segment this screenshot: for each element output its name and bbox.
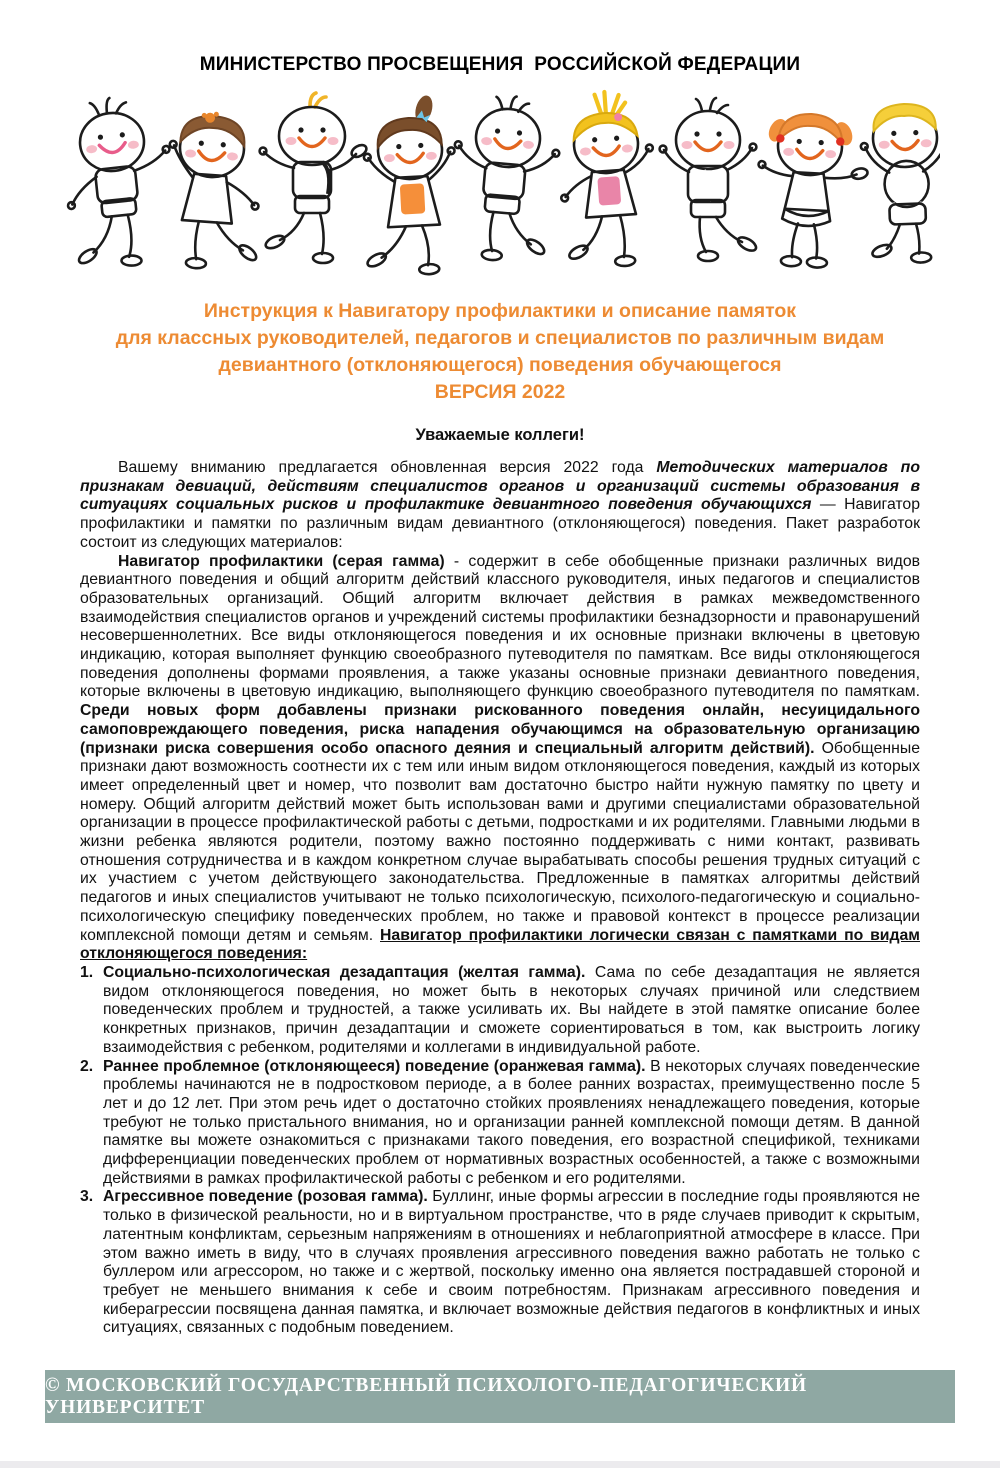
text-run: Агрессивное поведение (розовая гамма). bbox=[103, 1188, 428, 1206]
ministry-header-title: МИНИСТЕРСТВО ПРОСВЕЩЕНИЯ РОССИЙСКОЙ ФЕДЕРАЦИИ bbox=[199, 54, 801, 75]
title-line: девиантного (отклоняющегося) поведения обучающегося bbox=[218, 354, 782, 376]
text-run: Буллинг, иные формы агрессии в последние годы проявляются не только в физической реальности, но и в виртуальном пространстве, что в ряде случаев приводит к скрытым, латентным конфликтам, серьезным напряжениям в отношениях и неблагоприятной атмосфере в классе. При этом важно иметь в виду, что в случаях проявления агрессивного поведения важно работать не только с буллером или агрессором, но также и с жертвой, поскольку именно она является пострадавшей стороной и требует не меньшего внимания к себе и своим потребностям. Признакам агрессивного поведения и киберагрессии посвящена данная памятка, и включает возможные действия педагогов в конфликтных и иных ситуациях, связанных с подобным поведением. bbox=[103, 1188, 920, 1337]
child-boy-green bbox=[445, 92, 564, 266]
list-item bbox=[80, 1188, 920, 1338]
text-run: — Навигатор профилактики и памятки по различным видам девиантного (отклоняющегося) поведения. Пакет разработок состоит из следующих материалов: bbox=[80, 496, 921, 551]
list-item-number: 1. bbox=[80, 963, 94, 981]
child-boy-yellow bbox=[260, 93, 369, 263]
text-run: Сама по себе дезадаптация не является видом отклоняющегося поведения, но может быть в некоторых случаях причиной или следствием поведенческих проблем и трудностей, а также усиливать их. Вы найдете в этой памятке описание более конкретных признаков, причин дезадаптации и сможете сориентироваться в том, как выстроить логику взаимодействия с ребенком, родителями и коллегами в индивидуальной работе. bbox=[103, 963, 920, 1056]
intro-paragraphs bbox=[80, 459, 920, 964]
text-run: Среди новых форм добавлены признаки рискованного поведения онлайн, несуицидального самоповреждающего поведения, риска нападения обучающимся на образовательную организацию (признаки риска совершения особо опасного деяния и специальный алгоритм действий). bbox=[80, 702, 920, 757]
text-run: - содержит в себе обобщенные признаки различных видов девиантного поведения и общий алгоритм действий классного руководителя, иных педагогов и специалистов образовательных организаций. Общий алгоритм включает действия в рамках межведомственного взаимодействия специалистов органов и учреждений системы профилактики безнадзорности и правонарушений несовершеннолетних. Все виды отклоняющегося поведения и их основные признаки включены в цветовую индикацию, которая выполняет функцию своеобразного путеводителя по памяткам. Все виды отклоняющегося поведения дополнены формами проявления, а также указаны основные признаки девиантного поведения, которые включены в цветовую индикацию, выполняющего функцию своеобразного путеводителя по памяткам. bbox=[80, 552, 920, 701]
behavior-types-list bbox=[80, 964, 920, 1338]
children-illustration bbox=[60, 88, 940, 286]
university-footer-banner bbox=[45, 1370, 955, 1423]
title-line: ВЕРСИЯ 2022 bbox=[434, 381, 566, 403]
document-page bbox=[0, 54, 1000, 1468]
child-girl-yellow bbox=[161, 109, 268, 273]
list-item bbox=[80, 1058, 920, 1189]
child-boy-blond bbox=[859, 102, 940, 264]
text-run: Обобщенные признаки дают возможность соотнести их с тем или иным видом отклоняющегося поведения, каждый из которых имеет определенный цвет и номер, что позволит вам достаточно быстро найти нужную памятку по цвету и номеру. Общий алгоритм действий может быть использован вами и другими специалистами образовательной организации в процессе профилактической работы с детьми, подростками и их родителями. Главными людьми в жизни ребенка являются родители, поэтому важно постоянно поддерживать с ними контакт, развивать отношения сотрудничества и в каждом конкретном случае вырабатывать способы решения трудных ситуаций с их участием с учетом действующего законодательства. Предложенные в памятках алгоритмы действий педагогов и иных специалистов учитывают не только психологическую, психолого-педагогическую и социально-психологическую специфику поведенческих проблем, но также и правовой контекст в процессе реализации комплексной помощи детям и семьям. bbox=[80, 739, 920, 944]
text-run: Раннее проблемное (отклоняющееся) поведение (оранжевая гамма). bbox=[103, 1057, 646, 1075]
paragraph bbox=[80, 553, 920, 964]
greeting-heading: Уважаемые коллеги! bbox=[415, 426, 585, 444]
text-run: Вашему вниманию предлагается обновленная версия 2022 года bbox=[118, 459, 657, 476]
children-illustration-svg bbox=[60, 88, 940, 286]
list-item-number: 3. bbox=[80, 1188, 94, 1206]
document-body bbox=[0, 459, 1000, 1338]
text-run: Методических материалов по признакам девиаций, действиям специалистов органов и организаций системы образования в ситуациях социальных рисков и профилактике девиантного поведения обучающихся bbox=[80, 459, 920, 514]
list-item-text bbox=[103, 1188, 920, 1338]
child-boy-teal bbox=[660, 98, 759, 261]
text-run: Социально-психологическая дезадаптация (желтая гамма). bbox=[103, 963, 586, 981]
list-item-text bbox=[103, 964, 920, 1058]
list-item-number: 2. bbox=[80, 1057, 94, 1075]
child-girl-pink bbox=[554, 89, 661, 270]
text-run: В некоторых случаях поведенческие проблемы начинаются не в подростковом периоде, а в более ранних возрастах, преимущественно после 5 лет и до 12 лет. При этом речь идет о достаточно стойких проявлениях ненадлежащего поведения, которые требуют не только пристального внимания, но и организации ранней комплексной помощи детям. В данной памятке вы можете ознакомиться с признаками такого поведения, его возрастной спецификой, техниками дифференциации поведенческих проблем от нормативных возрастных особенностей, а также с возможными действиями в рамках профилактической работы с ребенком и его родителями. bbox=[103, 1057, 920, 1187]
list-item bbox=[80, 964, 920, 1058]
university-footer-text: © МОСКОВСКИЙ ГОСУДАРСТВЕННЫЙ ПСИХОЛОГО-ПЕДАГОГИЧЕСКИЙ УНИВЕРСИТЕТ bbox=[45, 1374, 807, 1418]
title-line: Инструкция к Навигатору профилактики и описание памяток bbox=[203, 300, 797, 322]
child-boy-blue bbox=[60, 92, 181, 272]
document-title bbox=[0, 298, 1000, 406]
text-run: Навигатор профилактики логически связан с памятками по видам отклоняющегося поведения: bbox=[80, 926, 920, 963]
child-girl-orange bbox=[357, 92, 461, 277]
page-bottom-edge bbox=[0, 1461, 1000, 1468]
text-run: Навигатор профилактики (серая гамма) bbox=[118, 552, 445, 570]
child-girl-rose bbox=[753, 111, 871, 270]
list-item-text bbox=[103, 1058, 920, 1189]
paragraph bbox=[80, 459, 920, 553]
title-line: для классных руководителей, педагогов и специалистов по различным видам bbox=[115, 327, 885, 349]
